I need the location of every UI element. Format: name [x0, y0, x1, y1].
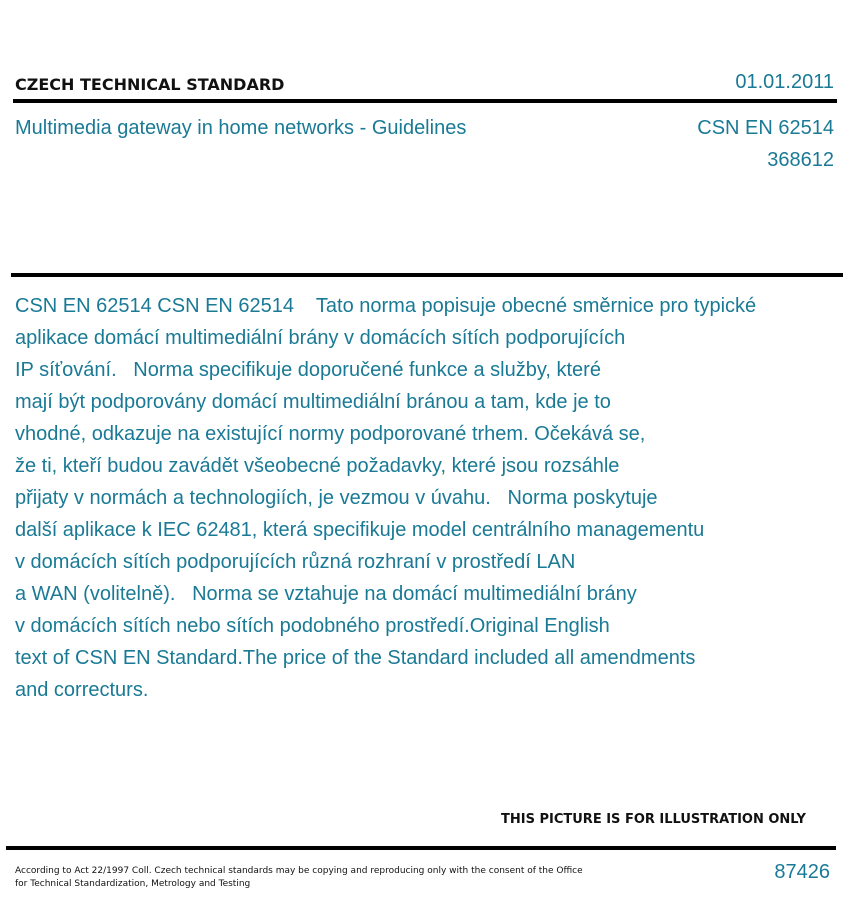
standard-code: CSN EN 62514: [697, 117, 834, 139]
abstract-line: vhodné, odkazuje na existující normy podporované trhem. Očekává se,: [15, 423, 646, 445]
abstract-line: IP síťování. Norma specifikuje doporučené funkce a služby, které: [15, 359, 601, 381]
footer-number: 87426: [774, 861, 830, 883]
bottom-divider: [6, 846, 836, 850]
abstract-line: text of CSN EN Standard.The price of the Standard included all amendments: [15, 647, 696, 669]
middle-divider: [11, 273, 843, 277]
illustration-note: THIS PICTURE IS FOR ILLUSTRATION ONLY: [501, 812, 806, 827]
footer-note-line: for Technical Standardization, Metrology and Testing: [15, 879, 251, 889]
footer-note-line: According to Act 22/1997 Coll. Czech technical standards may be copying and reproducing only with the consent of the Office: [15, 866, 583, 876]
catalog-number: 368612: [767, 149, 834, 171]
top-divider: [13, 99, 837, 103]
header-date: 01.01.2011: [735, 71, 834, 93]
abstract-line: přijaty v normách a technologiích, je vezmou v úvahu. Norma poskytuje: [15, 487, 658, 509]
footer-legal-note: [15, 865, 595, 891]
abstract-line: a WAN (volitelně). Norma se vztahuje na domácí multimediální brány: [15, 583, 637, 605]
abstract-line: další aplikace k IEC 62481, která specifikuje model centrálního managementu: [15, 519, 705, 541]
abstract-line: aplikace domácí multimediální brány v domácích sítích podporujících: [15, 327, 626, 349]
abstract-line: and correcturs.: [15, 679, 149, 701]
header-label: CZECH TECHNICAL STANDARD: [15, 75, 285, 94]
abstract-line: že ti, kteří budou zavádět všeobecné požadavky, které jsou rozsáhle: [15, 455, 620, 477]
abstract-line: mají být podporovány domácí multimediální bránou a tam, kde je to: [15, 391, 611, 413]
document-title: Multimedia gateway in home networks - Guidelines: [15, 117, 467, 139]
abstract-line: v domácích sítích podporujících různá rozhraní v prostředí LAN: [15, 551, 576, 573]
abstract-line: CSN EN 62514 CSN EN 62514 Tato norma popisuje obecné směrnice pro typické: [15, 295, 757, 317]
abstract-text: [15, 290, 835, 706]
abstract-line: v domácích sítích nebo sítích podobného prostředí.Original English: [15, 615, 610, 637]
